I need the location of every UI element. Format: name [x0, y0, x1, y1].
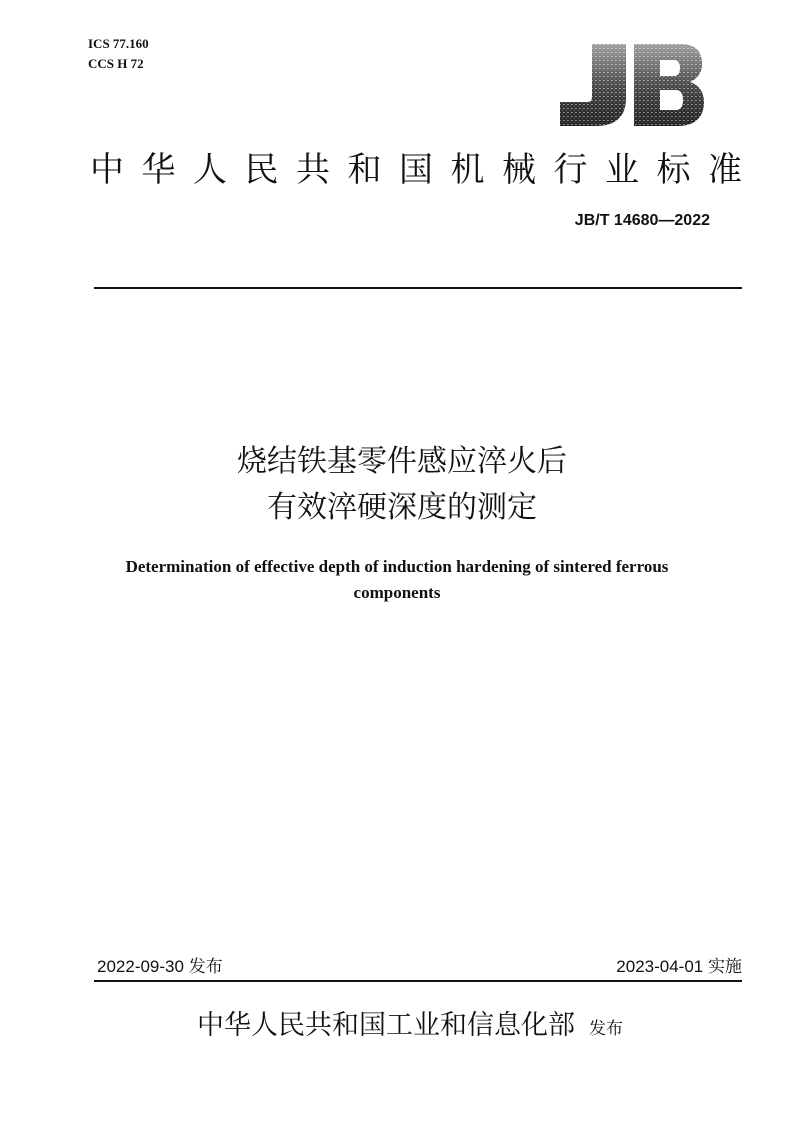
chinese-title-line-2: 有效淬硬深度的测定: [267, 490, 537, 525]
implementation-date: 2023-04-01: [616, 957, 704, 976]
industry-title-char: 业: [605, 150, 639, 190]
ccs-code: CCS H 72: [88, 56, 144, 71]
issue-label: 发布: [188, 957, 223, 977]
publisher-name: 中华人民共和国工业和信息化部: [197, 1010, 575, 1041]
industry-title-char: 准: [708, 150, 742, 190]
jb-logo: [556, 40, 706, 128]
industry-title-char: 标: [656, 150, 691, 190]
implementation-date-line: [480, 956, 742, 978]
issue-date: 2022-09-30: [97, 957, 184, 976]
publisher-suffix: 发布: [589, 1019, 623, 1039]
industry-title-char: 和: [347, 150, 382, 190]
issue-date-line: [97, 956, 223, 978]
industry-title-char: 人: [193, 150, 227, 190]
implementation-label: 实施: [708, 957, 742, 977]
industry-title-char: 民: [244, 150, 279, 190]
standard-number: JB/T 14680—2022: [574, 212, 710, 229]
industry-title-char: 国: [399, 150, 433, 190]
industry-standard-title: [90, 148, 742, 192]
footer-divider: [94, 980, 742, 982]
english-title-line-1: Determination of effective depth of induction hardening of sintered ferrous: [125, 557, 669, 576]
industry-title-char: 械: [502, 150, 536, 190]
header-divider: [94, 287, 742, 289]
industry-title-char: 华: [141, 150, 176, 190]
industry-title-char: 中: [90, 150, 124, 190]
ics-code: ICS 77.160: [88, 36, 149, 51]
publisher-line: [90, 1008, 730, 1047]
english-title-line-2: components: [353, 583, 441, 602]
chinese-title-line-1: 烧结铁基零件感应淬火后: [237, 444, 567, 479]
industry-title-char: 机: [450, 150, 485, 190]
industry-title-char: 行: [553, 150, 588, 190]
industry-title-char: 共: [296, 150, 330, 190]
